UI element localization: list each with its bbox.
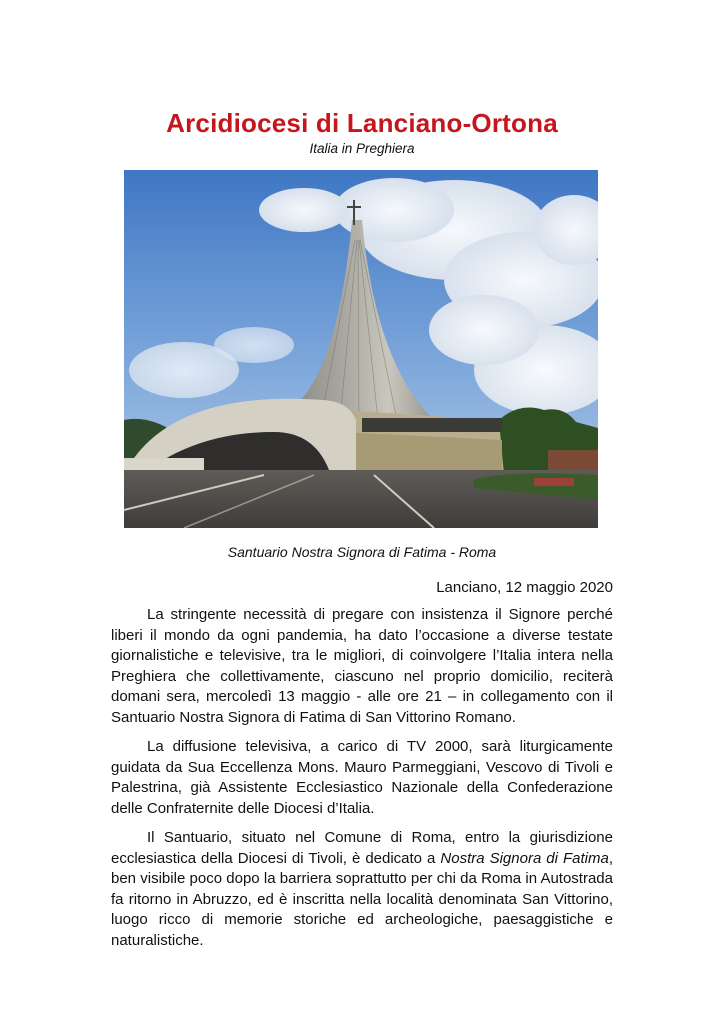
paragraph-1: La stringente necessità di pregare con insistenza il Signore perché liberi il mondo da ogni pandemia, ha dato l’occasione a diverse testate giornalistiche e televisive, tra le migliori, di coinvolgere l’Italia intera nella Preghiera che collettivamente, ciascuno nel proprio domicilio, reciterà domani sera, mercoledì 13 maggio - alle ore 21 – in collegamento con il Santuario Nostra Signora di Fatima di San Vittorino Romano. (111, 606, 613, 726)
paragraph-3-text-after: , ben visibile poco dopo la barriera soprattutto per chi da Roma in Autostrada fa ritorno in Abruzzo, ed è inscritta nella località denominata San Vittorino, luogo ricco di memorie storiche ed archeologiche, paesaggistiche e naturalistiche. (111, 849, 613, 949)
paragraph-2: La diffusione televisiva, a carico di TV 2000, sarà liturgicamente guidata da Sua Eccellenza Mons. Mauro Parmeggiani, Vescovo di Tivoli e Palestrina, già Assistente Ecclesiastico Nazionale della Confederazione delle Confraternite delle Diocesi d’Italia. (111, 738, 613, 817)
paragraph-3-emphasis: Nostra Signora di Fatima (440, 849, 609, 867)
dateline: Lanciano, 12 maggio 2020 (436, 579, 613, 596)
paragraph-3 (111, 828, 613, 951)
paragraph-3-text-before: Il Santuario, situato nel Comune di Roma, entro la giurisdizione ecclesiastica della Diocesi di Tivoli, è dedicato a (111, 829, 613, 867)
photo-caption: Santuario Nostra Signora di Fatima - Roma (227, 544, 497, 560)
page-subtitle: Italia in Preghiera (309, 141, 415, 156)
page-title: Arcidiocesi di Lanciano-Ortona (166, 108, 558, 138)
letter-body (111, 605, 613, 960)
sanctuary-photo (124, 170, 598, 528)
